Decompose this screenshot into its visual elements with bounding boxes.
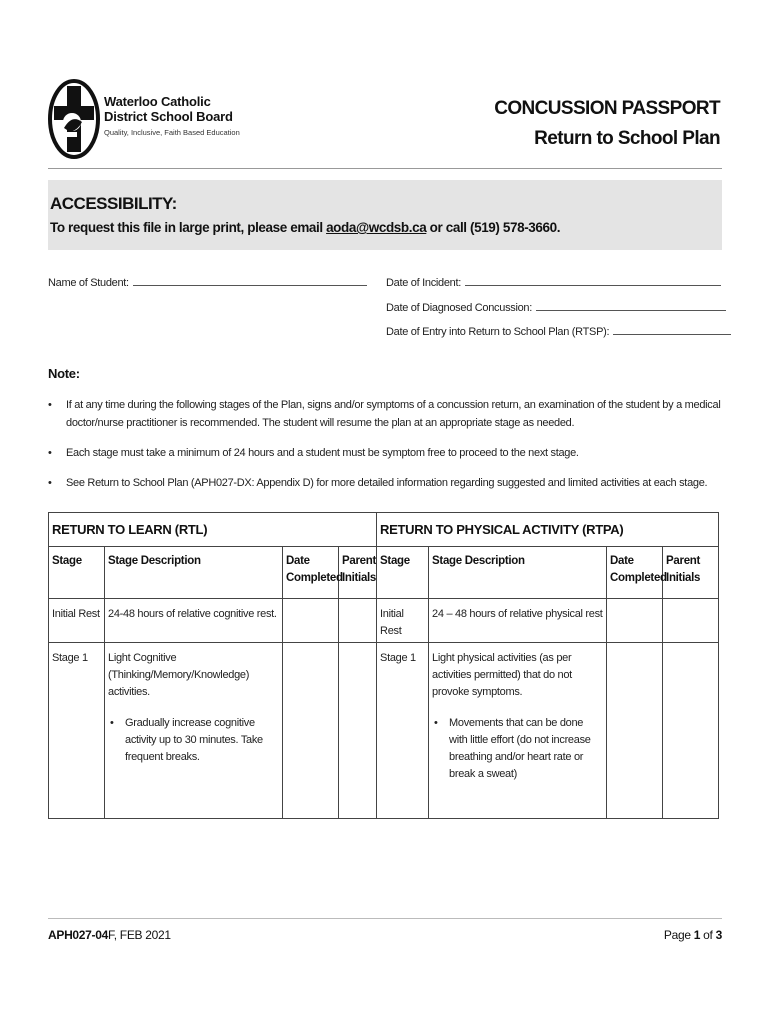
rtl-date-cell[interactable] (283, 643, 339, 819)
rtl-parent-cell[interactable] (339, 643, 377, 819)
accessibility-text-before: To request this file in large print, please email (50, 220, 327, 235)
rtl-description-text: Light Cognitive (Thinking/Memory/Knowledge) activities. (108, 652, 250, 698)
table-row (49, 599, 719, 643)
accessibility-email-link[interactable]: aoda@wcdsb.ca (326, 220, 427, 235)
rtl-col-parent: Parent Initials (339, 547, 377, 599)
footer-divider (48, 918, 722, 919)
rtpa-description-text: Light physical activities (as per activities permitted) that do not provoke symptoms. (432, 652, 572, 698)
date-incident-input[interactable] (465, 276, 721, 286)
rtpa-description-cell: 24 – 48 hours of relative physical rest (429, 599, 607, 643)
organization-name (104, 94, 240, 140)
date-incident-label: Date of Incident: (386, 277, 462, 289)
date-diagnosed-field (386, 301, 726, 314)
accessibility-text (50, 220, 722, 235)
note-text: Each stage must take a minimum of 24 hours and a student must be symptom free to proceed to the next stage. (66, 447, 579, 459)
date-incident-field (386, 276, 721, 289)
form-code-id: APH027-04 (48, 928, 109, 942)
bullet-icon: • (48, 399, 52, 411)
rtl-section-title: RETURN TO LEARN (RTL) (49, 513, 377, 547)
accessibility-box (48, 180, 722, 250)
table-row (49, 643, 719, 819)
page-label: Page (663, 928, 694, 942)
org-line1: Waterloo Catholic (104, 94, 211, 109)
wcdsb-logo (48, 78, 100, 160)
page-total: 3 (715, 928, 722, 942)
note-item (48, 444, 728, 462)
note-text: If at any time during the following stages of the Plan, signs and/or symptoms of a concussion return, an examination of the student by a medical doctor/nurse practitioner is recommended. The student will resume the plan at an appropriate stage as needed. (66, 399, 721, 429)
rtl-description-cell: 24-48 hours of relative cognitive rest. (105, 599, 283, 643)
note-text: See Return to School Plan (APH027-DX: Appendix D) for more detailed information regarding suggested and limited activities at each stage. (66, 477, 708, 489)
rtl-sub-item (108, 715, 279, 766)
rtpa-sub-text: Movements that can be done with little effort (do not increase breathing and/or heart rate or break a sweat) (449, 717, 591, 780)
note-item (48, 396, 728, 432)
date-diagnosed-input[interactable] (536, 301, 726, 311)
date-entry-label: Date of Entry into Return to School Plan (RTSP): (386, 326, 610, 338)
rtl-stage-cell: Initial Rest (49, 599, 105, 643)
accessibility-text-after: or call (519) 578-3660. (426, 220, 561, 235)
page-current: 1 (693, 928, 701, 942)
student-name-field (48, 276, 367, 289)
student-name-input[interactable] (133, 276, 367, 286)
date-diagnosed-label: Date of Diagnosed Concussion: (386, 302, 533, 314)
form-code-date: F, FEB 2021 (108, 928, 171, 942)
student-name-label: Name of Student: (48, 277, 129, 289)
date-entry-input[interactable] (613, 325, 731, 335)
date-entry-field (386, 325, 731, 338)
page-number (664, 928, 722, 942)
rtpa-date-cell[interactable] (607, 643, 663, 819)
form-code (48, 928, 171, 942)
header-divider (48, 168, 722, 169)
rtpa-section-title: RETURN TO PHYSICAL ACTIVITY (RTPA) (377, 513, 719, 547)
rtl-description-cell (105, 643, 283, 819)
bullet-icon: • (48, 447, 52, 459)
note-heading: Note: (48, 366, 80, 381)
org-tagline: Quality, Inclusive, Faith Based Education (104, 128, 240, 137)
document-title (494, 94, 720, 154)
accessibility-heading: ACCESSIBILITY: (50, 194, 177, 213)
note-list (48, 396, 728, 504)
page-of: of (700, 928, 716, 942)
rtl-date-cell[interactable] (283, 599, 339, 643)
rtl-col-description: Stage Description (105, 547, 283, 599)
rtpa-parent-cell[interactable] (663, 599, 719, 643)
rtpa-sub-item (432, 715, 603, 783)
return-plan-table (48, 512, 719, 819)
rtpa-description-cell (429, 643, 607, 819)
rtpa-col-date: Date Completed (607, 547, 663, 599)
rtpa-stage-cell: Stage 1 (377, 643, 429, 819)
org-line2: District School Board (104, 109, 233, 124)
rtpa-stage-cell: Initial Rest (377, 599, 429, 643)
rtpa-col-description: Stage Description (429, 547, 607, 599)
rtl-col-date: Date Completed (283, 547, 339, 599)
rtl-sub-text: Gradually increase cognitive activity up to 30 minutes. Take frequent breaks. (125, 717, 263, 763)
title-line1: CONCUSSION PASSPORT (494, 98, 720, 119)
rtl-col-stage: Stage (49, 547, 105, 599)
bullet-icon: • (110, 717, 114, 729)
bullet-icon: • (434, 717, 438, 729)
rtpa-col-parent: Parent Initials (663, 547, 719, 599)
rtl-stage-cell: Stage 1 (49, 643, 105, 819)
title-line2: Return to School Plan (534, 128, 720, 149)
note-item (48, 474, 728, 492)
rtl-parent-cell[interactable] (339, 599, 377, 643)
bullet-icon: • (48, 477, 52, 489)
rtpa-date-cell[interactable] (607, 599, 663, 643)
rtpa-col-stage: Stage (377, 547, 429, 599)
rtpa-parent-cell[interactable] (663, 643, 719, 819)
